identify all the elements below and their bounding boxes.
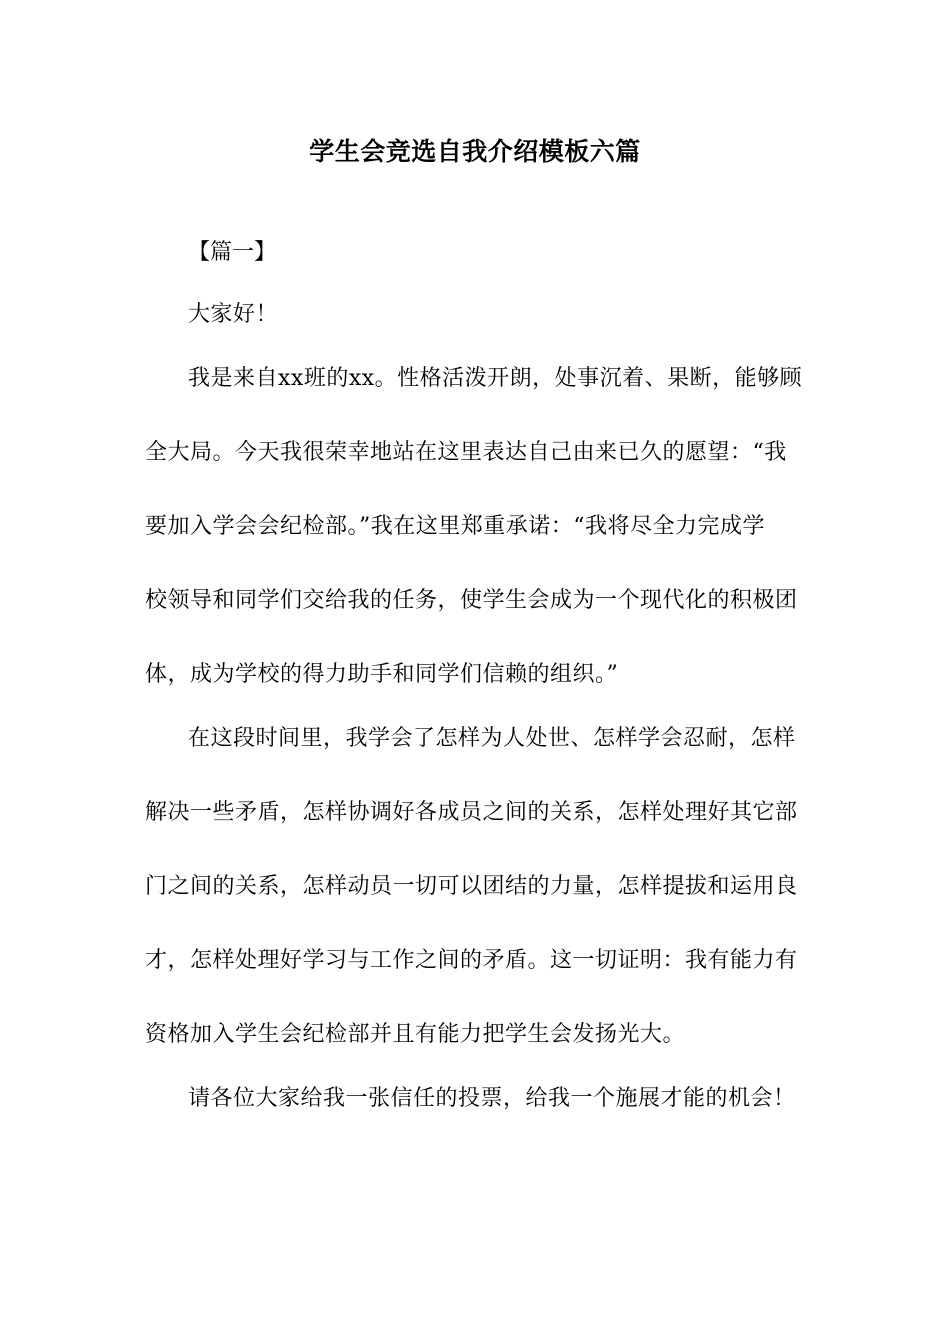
document-title: 学生会竞选自我介绍模板六篇: [309, 137, 641, 166]
paragraph-line: 在这段时间里，我学会了怎样为人处世、怎样学会忍耐，怎样: [188, 726, 796, 751]
paragraph-line: 要加入学会会纪检部。”我在这里郑重承诺：“我将尽全力完成学: [145, 514, 765, 539]
section-header: 【篇一】: [188, 240, 277, 265]
paragraph-line: 校领导和同学们交给我的任务，使学生会成为一个现代化的积极团: [145, 588, 798, 613]
paragraph-line: 才，怎样处理好学习与工作之间的矛盾。这一切证明：我有能力有: [145, 948, 798, 973]
paragraph-line: 体，成为学校的得力助手和同学们信赖的组织。”: [145, 662, 619, 687]
paragraph-line: 我是来自xx班的xx。性格活泼开朗，处事沉着、果断，能够顾: [188, 366, 803, 391]
paragraph-line: 资格加入学生会纪检部并且有能力把学生会发扬光大。: [145, 1022, 686, 1047]
paragraph-line: 全大局。今天我很荣幸地站在这里表达自己由来已久的愿望：“我: [145, 440, 787, 465]
paragraph-line: 门之间的关系，怎样动员一切可以团结的力量，怎样提拔和运用良: [145, 874, 798, 899]
closing-line: 请各位大家给我一张信任的投票，给我一个施展才能的机会！: [188, 1086, 796, 1111]
greeting-line: 大家好！: [188, 302, 279, 327]
paragraph-line: 解决一些矛盾，怎样协调好各成员之间的关系，怎样处理好其它部: [145, 800, 798, 825]
